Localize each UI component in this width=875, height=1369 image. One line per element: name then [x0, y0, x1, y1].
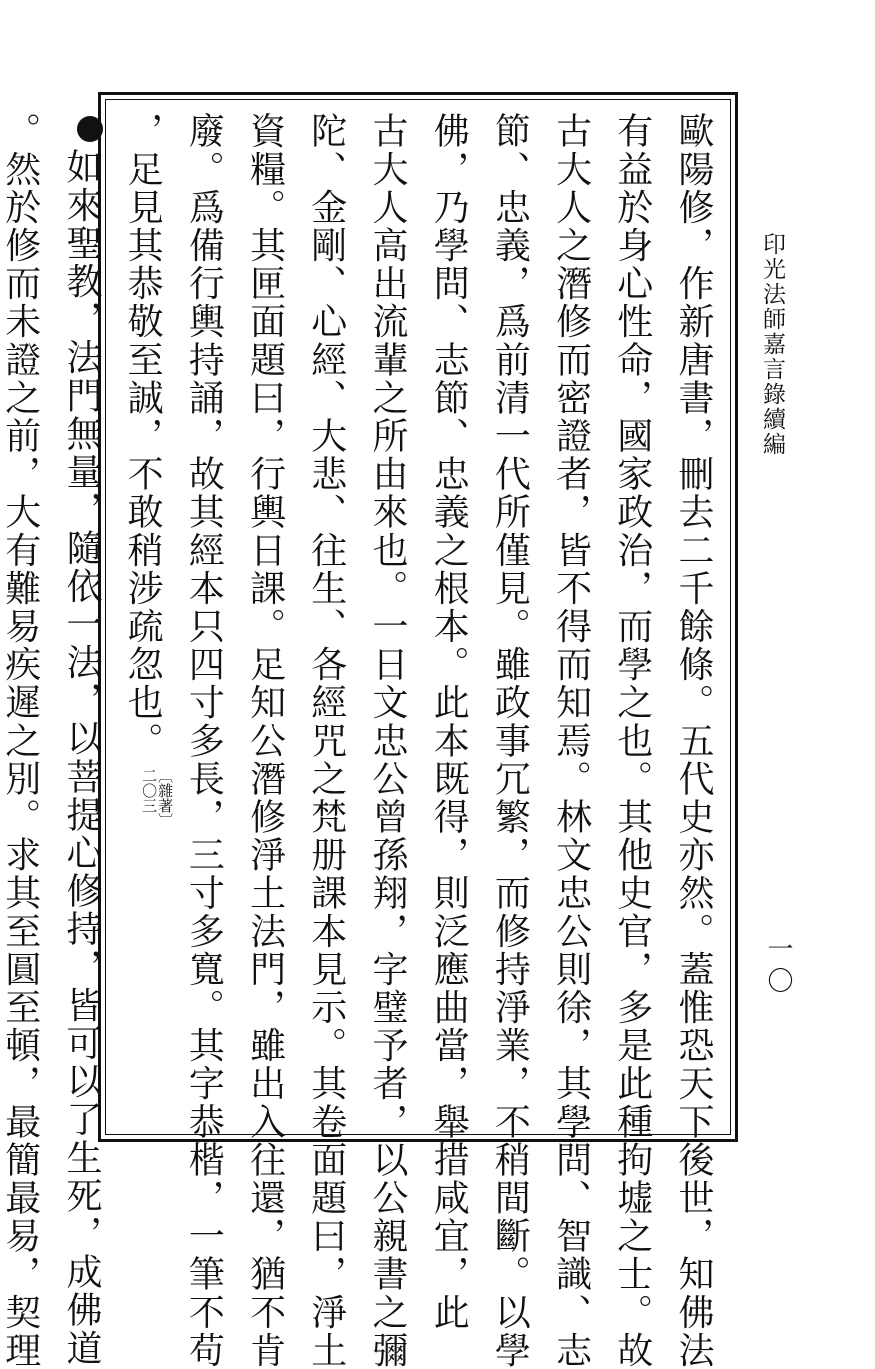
text-column-3: 古大人之潛修而密證者，皆不得而知焉。林文忠公則徐，其學問、智識、志 — [550, 112, 592, 1369]
page-number: 一〇 — [763, 935, 793, 999]
text-column-5: 佛，乃學問、志節、忠義之根本。此本既得，則泛應曲當，舉措咸宜，此 — [428, 112, 470, 1332]
source-page: 二〇三 — [140, 767, 159, 813]
text-column-7: 陀、金剛、心經、大悲、往生、各經咒之梵册課本見示。其卷面題曰，淨土 — [305, 112, 347, 1369]
text-column-11 — [51, 112, 112, 1368]
text-column-10-text: ，足見其恭敬至誠，不敢稍涉疏忽也。 — [122, 112, 164, 760]
text-column-2: 有益於身心性命，國家政治，而學之也。其他史官，多是此種拘墟之士。故 — [611, 112, 653, 1369]
running-head: 印光法師嘉言錄續編 — [759, 232, 785, 457]
body-text — [0, 112, 724, 1369]
text-column-8: 資糧。其匣面題曰，行輿日課。足知公潛修淨土法門，雖出入往還，猶不肯 — [244, 112, 286, 1369]
text-column-6: 古大人高出流輩之所由來也。一日文忠公曾孫翔，字璧予者，以公親書之彌 — [366, 112, 408, 1369]
text-column-12: 。然於修而未證之前，大有難易疾遲之別。求其至圓至頓，最簡最易，契理 — [0, 112, 41, 1369]
text-column-1: 歐陽修，作新唐書，刪去二千餘條。五代史亦然。蓋惟恐天下後世，知佛法 — [673, 112, 714, 1369]
source-annotation — [141, 768, 173, 828]
filled-circle-icon — [77, 116, 103, 142]
text-column-4: 節、忠義，爲前清一代所僅見。雖政事冗繁，而修持淨業，不稍間斷。以學 — [489, 112, 531, 1369]
text-column-11-text: 如來聖教，法門無量，隨依一法，以菩提心修持，皆可以了生死，成佛道 — [60, 148, 102, 1368]
text-column-9: 廢。爲備行輿持誦，故其經本只四寸多長，三寸多寬。其字恭楷，一筆不苟 — [183, 112, 225, 1369]
text-column-10 — [112, 112, 173, 1127]
source-label: 〔雜著〕 — [156, 767, 175, 828]
